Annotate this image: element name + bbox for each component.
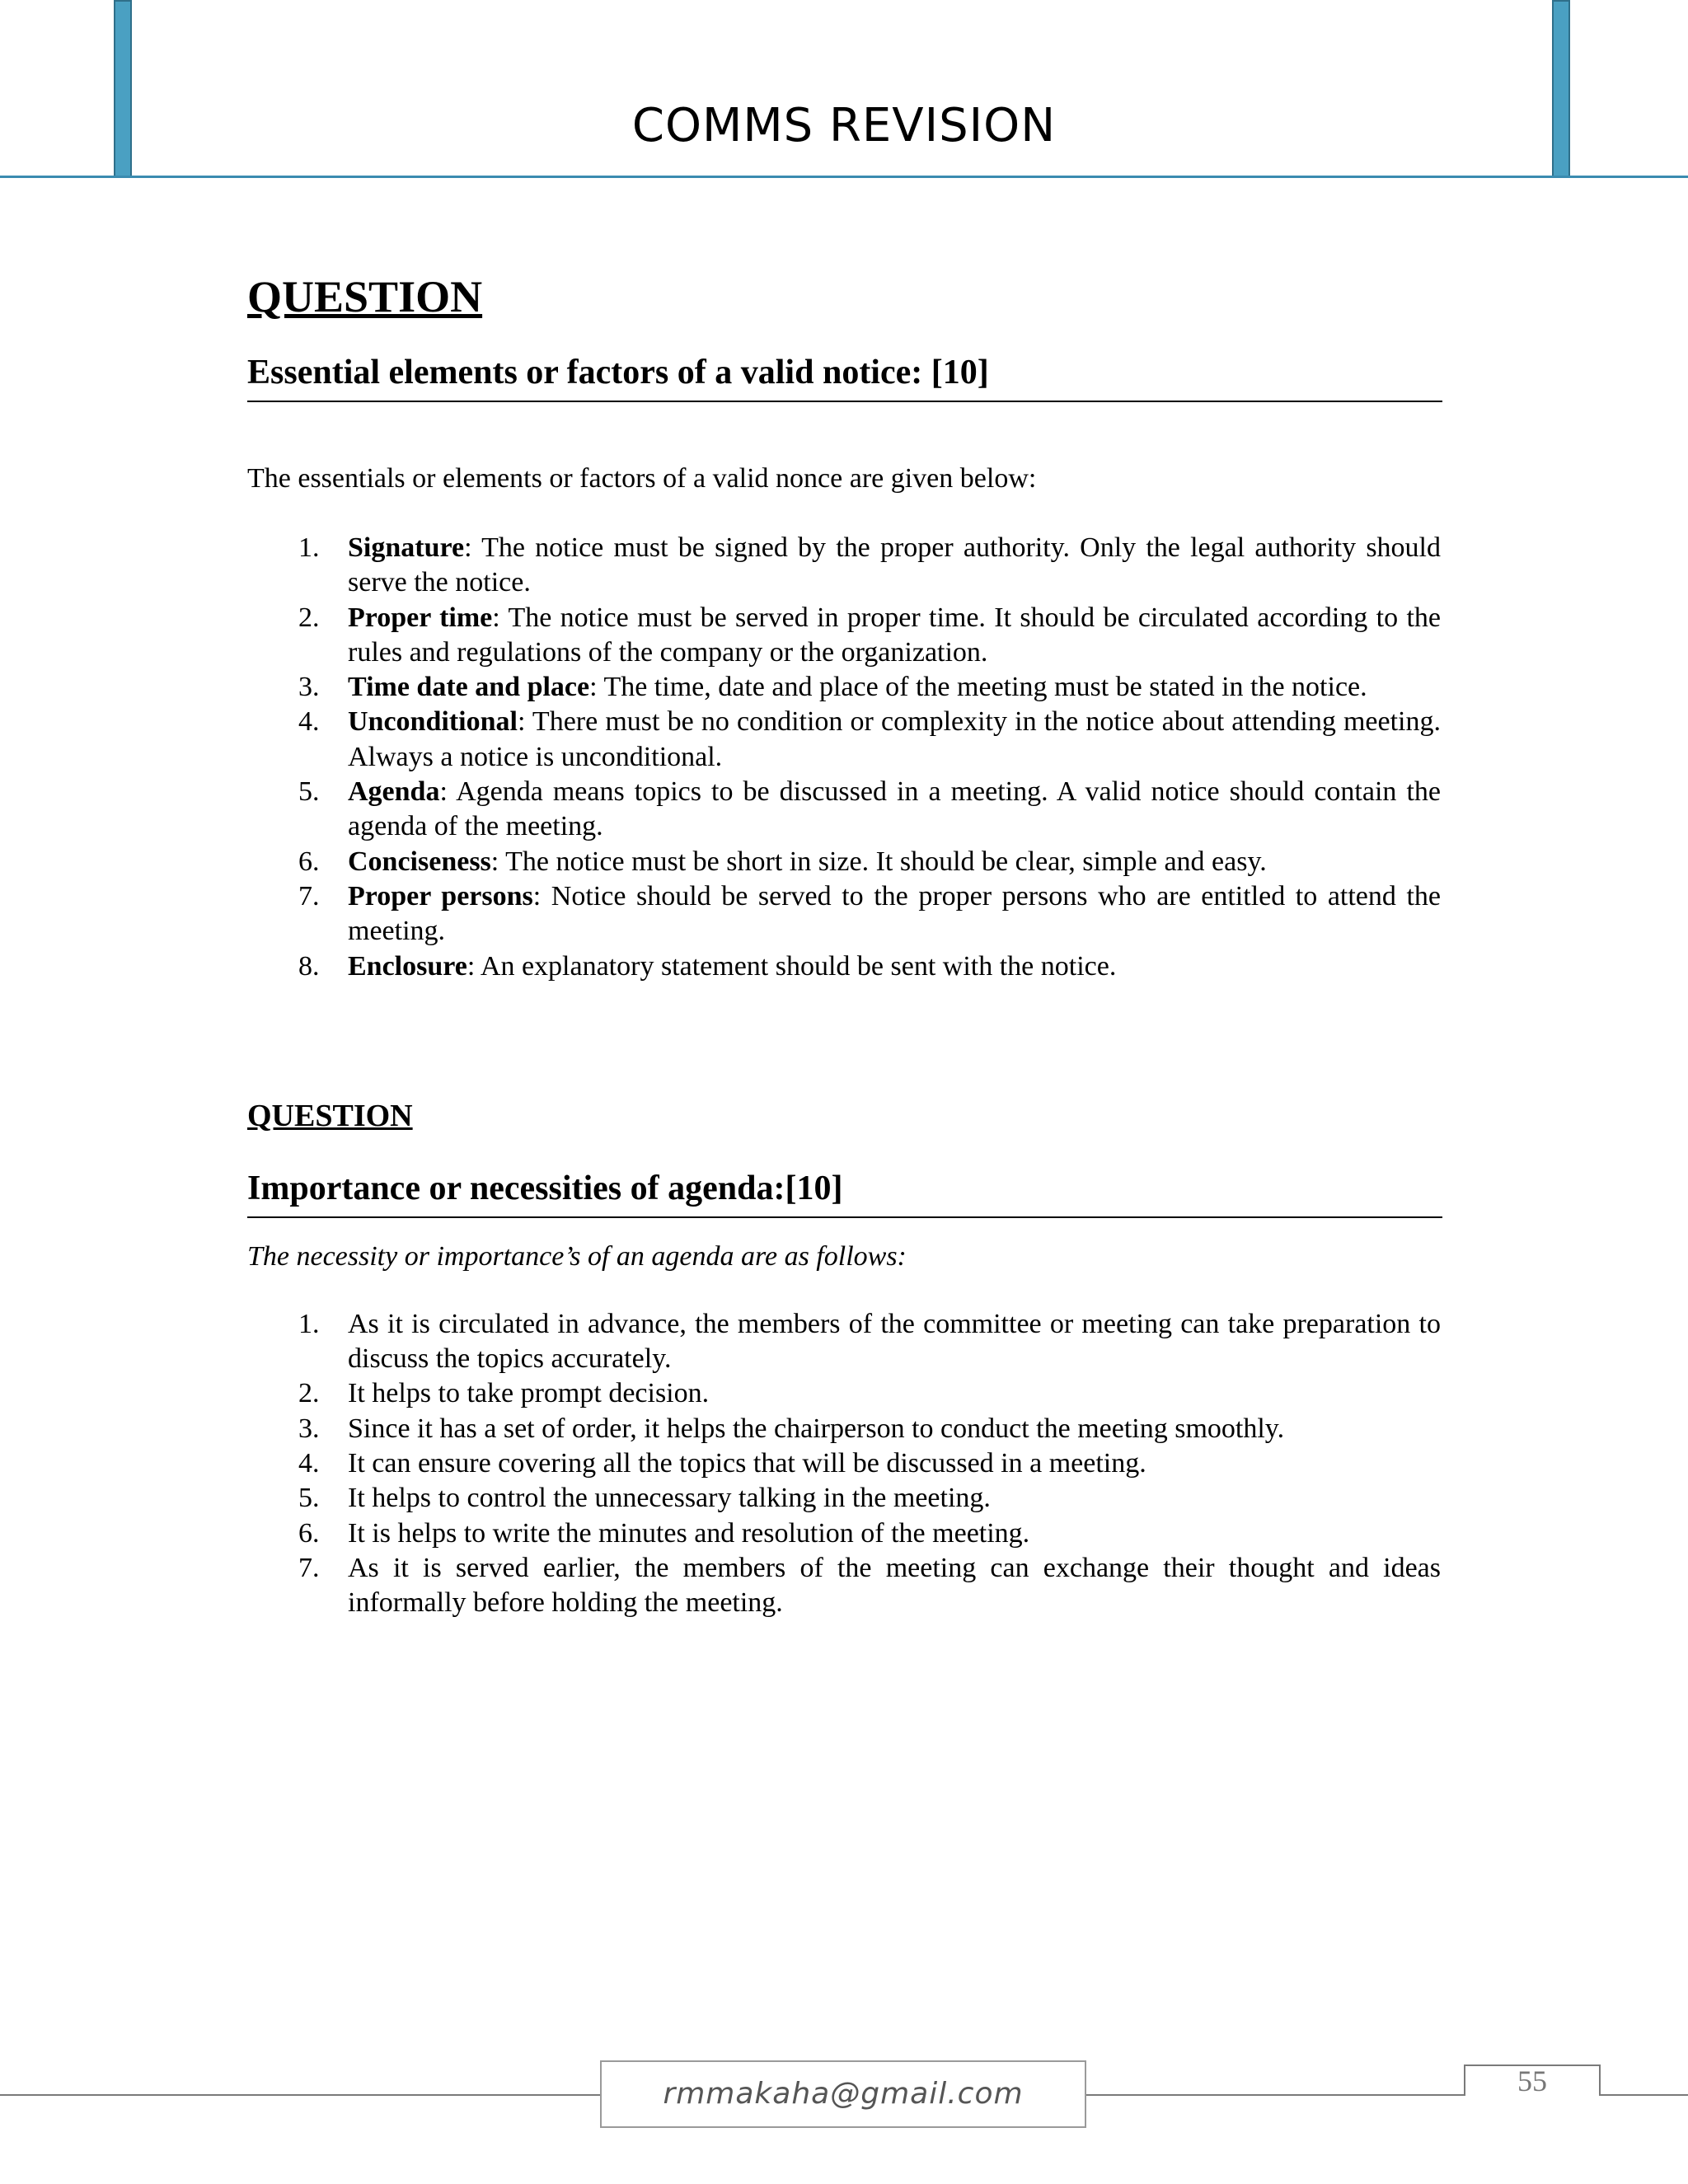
list-item <box>247 1481 1441 1516</box>
footer-rule-left <box>0 2094 602 2096</box>
page-number: 55 <box>1517 2064 1547 2097</box>
list-item-number: 1. <box>298 532 320 563</box>
section2-title-text: Importance or necessities of agenda <box>247 1169 774 1207</box>
section2-title-colon: : <box>773 1169 785 1207</box>
list-item-text: : The notice must be short in size. It should be clear, simple and easy. <box>490 846 1267 877</box>
section1-list <box>247 531 1442 984</box>
list-item-term: Signature <box>348 532 465 563</box>
section2-question-label: QUESTION <box>247 1098 413 1133</box>
list-item-number: 2. <box>298 602 320 633</box>
list-item-text: : The notice must be signed by the proper authority. Only the legal authority should serve the notice. <box>348 532 1441 598</box>
list-item <box>247 1446 1441 1481</box>
section1-intro: The essentials or elements or factors of a valid nonce are given below: <box>247 463 1037 494</box>
list-item-number: 7. <box>298 1552 320 1583</box>
header-title: COMMS REVISION <box>631 99 1057 152</box>
list-item-text: : The time, date and place of the meeting must be stated in the notice. <box>589 672 1367 703</box>
list-item <box>247 1516 1441 1551</box>
list-item-number: 5. <box>298 1483 320 1514</box>
list-item-term: Unconditional <box>348 706 518 738</box>
list-item <box>247 879 1441 949</box>
section1-question-label: QUESTION <box>247 272 483 321</box>
list-item-number: 4. <box>298 706 320 738</box>
section2-marks: [10] <box>785 1169 843 1207</box>
list-item <box>247 775 1441 845</box>
list-item-number: 3. <box>298 672 320 703</box>
list-item-number: 8. <box>298 950 320 982</box>
list-item-term: Time date and place <box>348 672 590 703</box>
list-item-term: Proper persons <box>348 880 533 912</box>
list-item-number: 4. <box>298 1448 320 1479</box>
list-item-text: It helps to take prompt decision. <box>348 1378 710 1409</box>
list-item-text: : Notice should be served to the proper persons who are entitled to attend the meeting. <box>348 880 1441 947</box>
list-item-text: As it is served earlier, the members of the meeting can exchange their thought and ideas informally before holding the meeting. <box>348 1552 1441 1619</box>
list-item-text: Since it has a set of order, it helps the chairperson to conduct the meeting smoothly. <box>348 1413 1285 1444</box>
list-item-term: Conciseness <box>348 846 491 877</box>
list-item-text: : An explanatory statement should be sent with the notice. <box>467 950 1117 982</box>
section1-title-colon: : <box>911 354 931 391</box>
section2-list <box>247 1307 1442 1621</box>
list-item-number: 7. <box>298 880 320 912</box>
section2-intro: The necessity or importance’s of an agenda are as follows: <box>247 1240 907 1272</box>
list-item <box>247 705 1441 775</box>
list-item-number: 2. <box>298 1378 320 1409</box>
list-item-number: 6. <box>298 846 320 877</box>
header-divider <box>0 176 1688 178</box>
list-item <box>247 845 1441 879</box>
list-item-text: : The notice must be served in proper time. It should be circulated according to the rules and regulations of the company or the organization. <box>348 602 1441 668</box>
list-item-number: 1. <box>298 1308 320 1339</box>
list-item <box>247 531 1441 601</box>
list-item <box>247 1551 1441 1621</box>
list-item <box>247 670 1441 705</box>
list-item-number: 3. <box>298 1413 320 1444</box>
section1-title <box>247 349 1442 402</box>
list-item <box>247 1307 1441 1377</box>
section2-title <box>247 1165 1442 1218</box>
list-item <box>247 1412 1441 1446</box>
list-item <box>247 1376 1441 1411</box>
list-item-text: It can ensure covering all the topics that will be discussed in a meeting. <box>348 1448 1146 1479</box>
list-item <box>247 949 1441 984</box>
list-item-term: Proper time <box>348 602 493 633</box>
list-item-term: Agenda <box>348 776 440 808</box>
list-item-text: : Agenda means topics to be discussed in a meeting. A valid notice should contain the agenda of the meeting. <box>348 776 1441 842</box>
list-item-text: : There must be no condition or complexity in the notice about attending meeting. Always a notice is unconditional. <box>348 706 1441 772</box>
footer-email: rmmakaha@gmail.com <box>600 2060 1086 2128</box>
footer-rule-middle <box>1086 2094 1465 2096</box>
page-content <box>247 264 1442 1621</box>
section1-marks: [10] <box>931 354 989 391</box>
list-item-text: It is helps to write the minutes and resolution of the meeting. <box>348 1517 1030 1549</box>
footer-rule-right <box>1599 2094 1688 2096</box>
list-item-number: 5. <box>298 776 320 808</box>
list-item-term: Enclosure <box>348 950 467 982</box>
section1-title-text: Essential elements or factors of a valid notice <box>247 354 912 391</box>
list-item-text: It helps to control the unnecessary talking in the meeting. <box>348 1483 991 1514</box>
list-item-text: As it is circulated in advance, the members of the committee or meeting can take preparation to discuss the topics accurately. <box>348 1308 1441 1375</box>
list-item <box>247 601 1441 671</box>
list-item-number: 6. <box>298 1517 320 1549</box>
